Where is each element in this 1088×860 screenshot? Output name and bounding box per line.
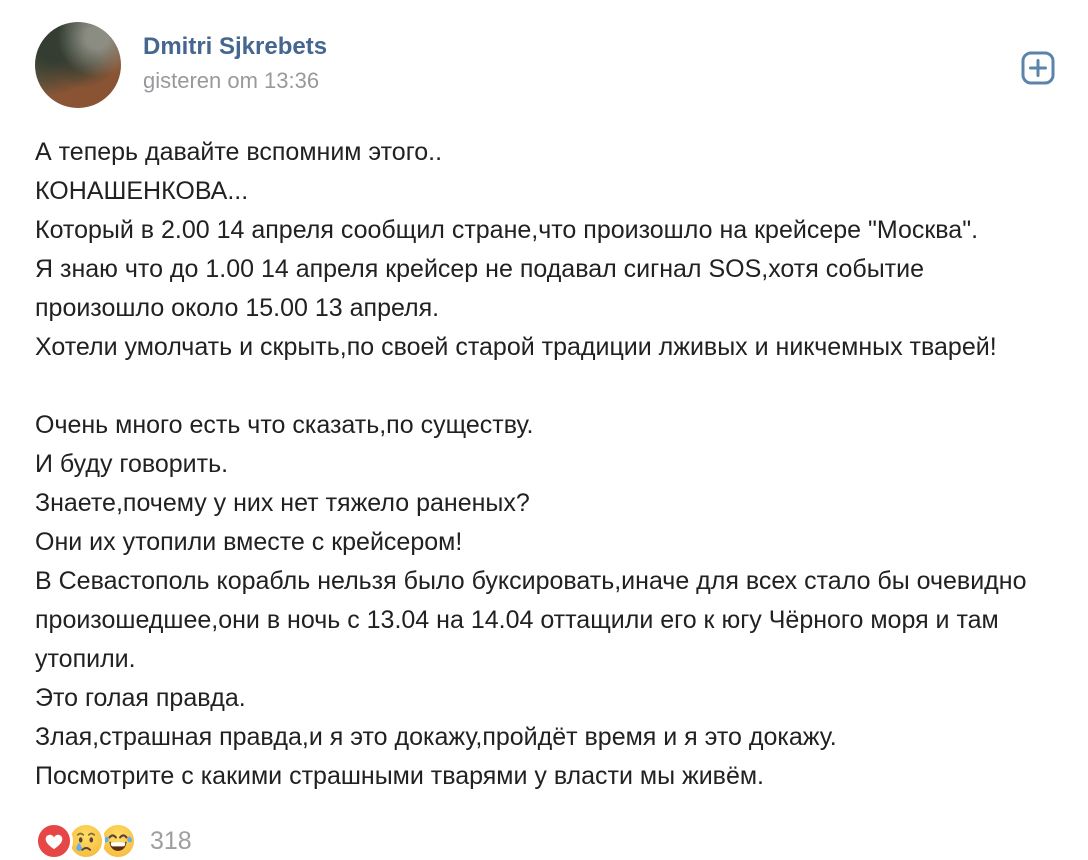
post-text-line: А теперь давайте вспомним этого.. — [35, 138, 443, 166]
post-text-line: Злая,страшная правда,и я это докажу,пройдёт время и я это докажу. — [35, 723, 837, 751]
post-text-line: Они их утопили вместе с крейсером! — [35, 528, 463, 556]
post-text-line: И буду говорить. — [35, 450, 229, 478]
post-text-line: КОНАШЕНКОВА... — [35, 177, 249, 205]
post-text-line: Очень много есть что сказать,по существу. — [35, 411, 534, 439]
post-text-line: Я знаю что до 1.00 14 апреля крейсер не подавал сигнал SOS,хотя событие произошло около 15.00 13 апреля. — [35, 255, 925, 322]
post-text-line: Это голая правда. — [35, 684, 246, 712]
avatar[interactable] — [35, 22, 121, 108]
add-post-button[interactable] — [1020, 50, 1056, 86]
post-header — [35, 22, 1056, 108]
post-text — [35, 133, 1056, 796]
post-text-line: Хотели умолчать и скрыть,по своей старой традиции лживых и никчемных тварей! — [35, 333, 997, 361]
post-header-info — [143, 22, 327, 94]
reactions-bar[interactable] — [35, 822, 1056, 860]
post-text-line — [35, 367, 1056, 406]
reactions-count[interactable]: 318 — [150, 826, 192, 855]
plus-icon — [1020, 50, 1056, 86]
heart-like-icon[interactable] — [35, 822, 73, 860]
post-text-line: В Севастополь корабль нельзя было буксировать,иначе для всех стало бы очевидно произошедшее,они в ночь с 13.04 на 14.04 оттащили его к югу Чёрного моря и там утопили. — [35, 567, 1027, 673]
post-timestamp: gisteren om 13:36 — [143, 68, 320, 93]
post-text-line: Посмотрите с какими страшными тварями у власти мы живём. — [35, 762, 765, 790]
post-text-line: Знаете,почему у них нет тяжело раненых? — [35, 489, 530, 517]
post-text-line: Который в 2.00 14 апреля сообщил стране,что произошло на крейсере "Москва". — [35, 216, 979, 244]
author-name-link[interactable]: Dmitri Sjkrebets — [143, 33, 328, 60]
